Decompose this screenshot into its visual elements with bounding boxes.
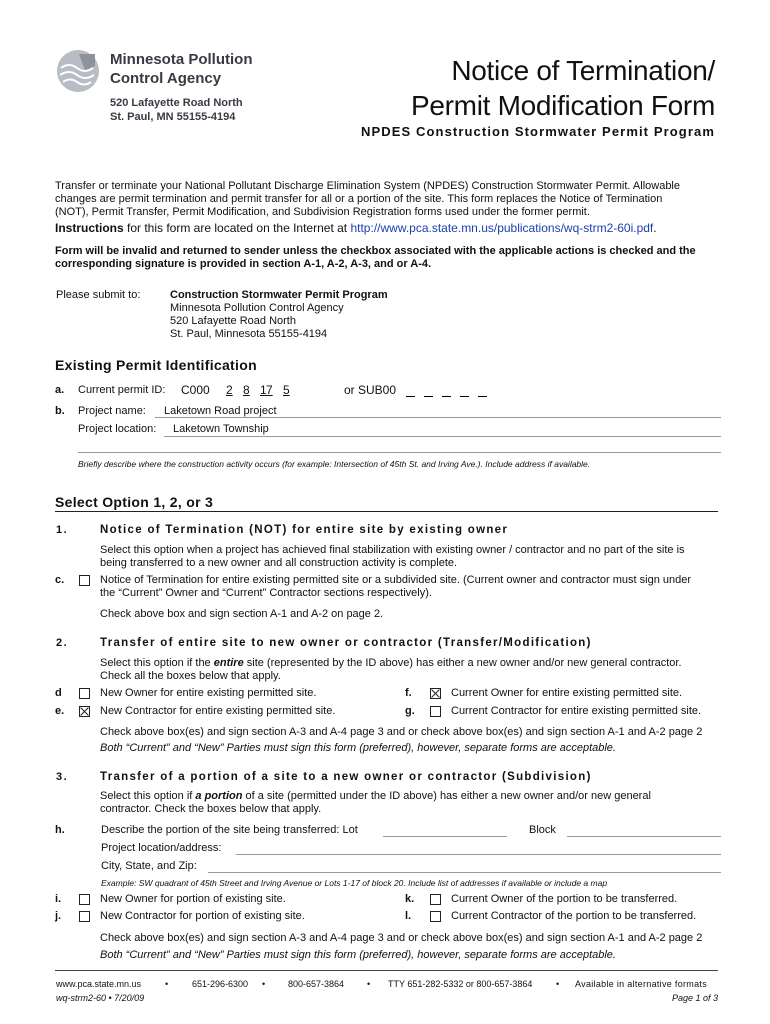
footer-phone2: 800-657-3864 bbox=[288, 979, 345, 989]
footer-page-number: Page 1 of 3 bbox=[671, 993, 718, 1003]
option3-desc2: contractor. Check the boxes below that apply. bbox=[100, 803, 322, 815]
item-i-label: i. bbox=[55, 893, 62, 905]
checkbox-l[interactable] bbox=[430, 911, 441, 922]
warning-line2: corresponding signature is provided in section A-1, A-2, A-3, and or A-4. bbox=[55, 258, 432, 270]
option2-desc1 bbox=[100, 657, 682, 669]
item-g-label: g. bbox=[405, 705, 415, 717]
form-subtitle: NPDES Construction Stormwater Permit Program bbox=[361, 124, 715, 139]
footer-divider bbox=[55, 970, 718, 971]
item-k-label: k. bbox=[405, 893, 415, 905]
footer-formats: Available in alternative formats bbox=[575, 979, 707, 989]
warning-paragraph bbox=[55, 245, 715, 271]
submit-label: Please submit to: bbox=[56, 289, 141, 301]
footer-website[interactable]: www.pca.state.mn.us bbox=[56, 979, 142, 989]
warning-line1: Form will be invalid and returned to sender unless the checkbox associated with the applicable actions is checked and the bbox=[55, 245, 696, 257]
footer-bullet: • bbox=[367, 979, 371, 989]
permit-digit[interactable]: 5 bbox=[283, 383, 290, 397]
permit-digit[interactable]: 7 bbox=[266, 383, 273, 397]
org-name-line2: Control Agency bbox=[110, 70, 222, 87]
item-h-label: h. bbox=[55, 824, 65, 836]
option1-title: Notice of Termination (NOT) for entire site by existing owner bbox=[100, 524, 509, 536]
org-address-line1: 520 Lafayette Road North bbox=[110, 97, 243, 109]
org-address-line2: St. Paul, MN 55155-4194 bbox=[110, 111, 236, 123]
project-name-label: Project name: bbox=[78, 405, 146, 417]
sub-id-label: or SUB00 bbox=[344, 383, 397, 397]
footer-phone1: 651-296-6300 bbox=[192, 979, 249, 989]
item-l-text: Current Contractor of the portion to be transferred. bbox=[451, 910, 697, 922]
checkbox-d[interactable] bbox=[79, 688, 90, 699]
intro-line1: Transfer or terminate your National Pollutant Discharge Elimination System (NPDES) Construction Stormwater Permit. Allowable bbox=[55, 180, 680, 192]
option1-number: 1. bbox=[56, 524, 69, 536]
checkbox-g[interactable] bbox=[430, 706, 441, 717]
item-i-text: New Owner for portion of existing site. bbox=[100, 893, 286, 905]
footer-bullet: • bbox=[165, 979, 169, 989]
item-k-text: Current Owner of the portion to be transferred. bbox=[451, 893, 678, 905]
option1-check-note: Check above box and sign section A-1 and A-2 on page 2. bbox=[100, 608, 384, 620]
footer-bullet: • bbox=[262, 979, 266, 989]
footer-bullet: • bbox=[556, 979, 560, 989]
permit-id-label: Current permit ID: bbox=[78, 384, 166, 396]
option3-desc1 bbox=[100, 790, 651, 802]
project-location-value[interactable]: Laketown Township bbox=[173, 423, 269, 435]
city-state-zip-field[interactable] bbox=[208, 872, 721, 873]
permit-id-prefix: C000 bbox=[181, 383, 210, 397]
item-a-label: a. bbox=[55, 384, 65, 396]
item-h-text: Describe the portion of the site being transferred: Lot bbox=[101, 824, 358, 836]
existing-permit-heading: Existing Permit Identification bbox=[55, 357, 257, 373]
option2-desc-pre: Select this option if the bbox=[100, 657, 214, 669]
option2-check-note: Check above box(es) and sign section A-3 and A-4 page 3 and or check above box(es) and sign section A-1 and A-2 page 2 bbox=[100, 726, 703, 738]
item-j-label: j. bbox=[55, 910, 62, 922]
item-l-label: l. bbox=[405, 910, 412, 922]
instructions-line bbox=[55, 222, 715, 235]
option1-desc2: being transferred to a new owner and all construction activity is complete. bbox=[100, 557, 458, 569]
checkbox-c[interactable] bbox=[79, 575, 90, 586]
option3-both-note: Both “Current” and “New” Parties must sign this form (preferred), however, separate forms are acceptable. bbox=[100, 949, 616, 961]
permit-digit[interactable]: 1 bbox=[260, 383, 267, 397]
item-d-text: New Owner for entire existing permitted site. bbox=[100, 687, 317, 699]
checkbox-e[interactable] bbox=[79, 706, 90, 717]
section-divider bbox=[55, 511, 718, 512]
select-option-heading: Select Option 1, 2, or 3 bbox=[55, 494, 214, 510]
option3-desc-post: of a site (permitted under the ID above) has either a new owner and/or new general bbox=[242, 790, 651, 802]
project-description-line bbox=[78, 452, 721, 453]
item-e-text: New Contractor for entire existing permitted site. bbox=[100, 705, 336, 717]
checkbox-j[interactable] bbox=[79, 911, 90, 922]
option2-desc-emphasis: entire bbox=[213, 657, 244, 669]
project-location-line bbox=[164, 436, 721, 437]
item-f-text: Current Owner for entire existing permitted site. bbox=[451, 687, 683, 699]
checkbox-k[interactable] bbox=[430, 894, 441, 905]
intro-line3: (NOT), Permit Transfer, Permit Modification, and Subdivision Registration forms used under the former permit. bbox=[55, 206, 590, 218]
form-title-line2: Permit Modification Form bbox=[411, 90, 715, 121]
item-f-label: f. bbox=[405, 687, 412, 699]
project-name-line bbox=[155, 417, 721, 418]
mpca-logo-icon bbox=[55, 48, 105, 98]
block-field[interactable] bbox=[567, 836, 721, 837]
option3-example: Example: SW quadrant of 45th Street and Irving Avenue or Lots 1-17 of block 20. Include list of addresses if available or include a map bbox=[101, 878, 608, 888]
lot-field[interactable] bbox=[383, 836, 507, 837]
sub-digit-blank[interactable] bbox=[406, 396, 415, 397]
intro-line2: changes are permit termination and permit transfer for all or a portion of the site. This form replaces the Notice of Termination bbox=[55, 193, 663, 205]
item-g-text: Current Contractor for entire existing permitted site. bbox=[451, 705, 702, 717]
item-e-label: e. bbox=[55, 705, 65, 717]
option3-title: Transfer of a portion of a site to a new owner or contractor (Subdivision) bbox=[100, 771, 592, 783]
checkbox-f[interactable] bbox=[430, 688, 441, 699]
option3-number: 3. bbox=[56, 771, 69, 783]
submit-line2: Minnesota Pollution Control Agency bbox=[170, 302, 344, 314]
option3-desc-pre: Select this option if bbox=[100, 790, 196, 802]
item-j-text: New Contractor for portion of existing site. bbox=[100, 910, 305, 922]
city-state-zip-label: City, State, and Zip: bbox=[101, 860, 197, 872]
checkbox-i[interactable] bbox=[79, 894, 90, 905]
option2-desc2: Check all the boxes below that apply. bbox=[100, 670, 281, 682]
option2-desc-post: site (represented by the ID above) has either a new owner and/or new general contractor. bbox=[243, 657, 682, 669]
instructions-label: Instructions bbox=[55, 221, 124, 235]
footer-tty: TTY 651-282-5332 or 800-657-3864 bbox=[388, 979, 533, 989]
instructions-link[interactable]: http://www.pca.state.mn.us/publications/wq-strm2-60i.pdf bbox=[350, 221, 654, 235]
item-c-text1: Notice of Termination for entire existing permitted site or a subdivided site. (Current owner and contractor must sign under bbox=[100, 574, 692, 586]
form-title-line1: Notice of Termination/ bbox=[451, 55, 715, 86]
option1-desc1: Select this option when a project has achieved final stabilization with existing owner / contractor and no part of the site is bbox=[100, 544, 685, 556]
option3-desc-emphasis: a portion bbox=[195, 790, 243, 802]
submit-line1: Construction Stormwater Permit Program bbox=[170, 289, 388, 301]
footer-doc-id: wq-strm2-60 • 7/20/09 bbox=[56, 993, 145, 1003]
option3-check-note: Check above box(es) and sign section A-3 and A-4 page 3 and or check above box(es) and sign section A-1 and A-2 page 2 bbox=[100, 932, 703, 944]
org-name-line1: Minnesota Pollution bbox=[110, 51, 253, 68]
submit-line4: St. Paul, Minnesota 55155-4194 bbox=[170, 328, 328, 340]
project-name-value[interactable]: Laketown Road project bbox=[164, 405, 277, 417]
project-address-field[interactable] bbox=[236, 854, 721, 855]
permit-digit[interactable]: 8 bbox=[243, 383, 250, 397]
sub-digit-blank[interactable] bbox=[442, 396, 451, 397]
sub-digit-blank[interactable] bbox=[460, 396, 469, 397]
item-b-label: b. bbox=[55, 405, 65, 417]
project-address-label: Project location/address: bbox=[101, 842, 222, 854]
item-c-label: c. bbox=[55, 574, 65, 586]
submit-line3: 520 Lafayette Road North bbox=[170, 315, 296, 327]
block-label: Block bbox=[529, 824, 556, 836]
instructions-end: . bbox=[653, 221, 657, 235]
instructions-text: for this form are located on the Internet at bbox=[123, 221, 351, 235]
intro-paragraph bbox=[55, 180, 715, 219]
permit-digit[interactable]: 2 bbox=[226, 383, 233, 397]
item-c-text2: the “Current” Owner and “Current” Contractor sections respectively). bbox=[100, 587, 432, 599]
sub-digit-blank[interactable] bbox=[478, 396, 487, 397]
sub-digit-blank[interactable] bbox=[424, 396, 433, 397]
project-location-label: Project location: bbox=[78, 423, 157, 435]
option2-title: Transfer of entire site to new owner or contractor (Transfer/Modification) bbox=[100, 637, 592, 649]
location-hint: Briefly describe where the construction activity occurs (for example: Intersection of 45th St. and Irving Ave.). Include address if available. bbox=[78, 459, 591, 469]
option2-both-note: Both “Current” and “New” Parties must sign this form (preferred), however, separate forms are acceptable. bbox=[100, 742, 616, 754]
item-d-label: d bbox=[55, 687, 62, 699]
option2-number: 2. bbox=[56, 637, 69, 649]
